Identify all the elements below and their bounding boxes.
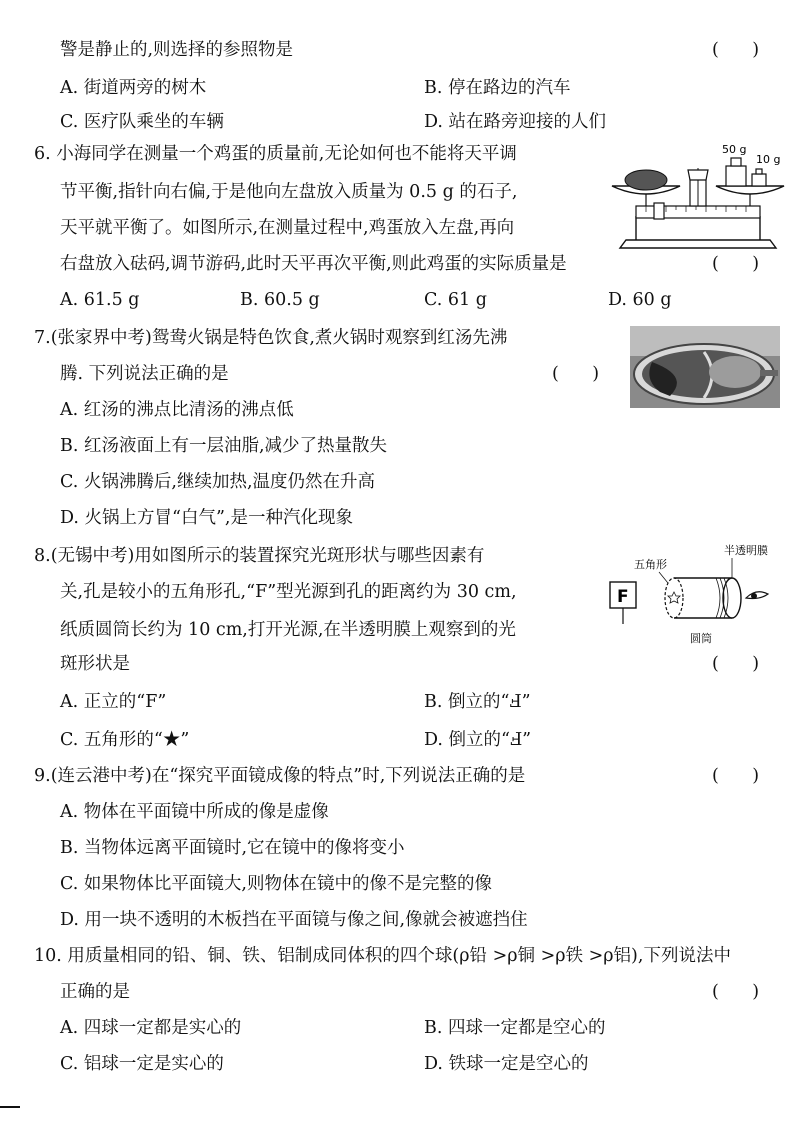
hotpot-photo xyxy=(630,326,780,408)
q6-answer-paren[interactable]: ( ) xyxy=(712,254,760,274)
q10-option-b[interactable]: B. 四球一定都是空心的 xyxy=(424,1018,606,1038)
q8-stem-line3: 纸质圆筒长约为 10 cm,打开光源,在半透明膜上观察到的光 xyxy=(60,620,516,640)
q5-option-c[interactable]: C. 医疗队乘坐的车辆 xyxy=(60,112,224,132)
q7-option-c[interactable]: C. 火锅沸腾后,继续加热,温度仍然在升高 xyxy=(60,472,376,492)
eye-icon xyxy=(746,592,768,599)
q5-stem: 警是静止的,则选择的参照物是 xyxy=(60,40,294,60)
q5-option-b[interactable]: B. 停在路边的汽车 xyxy=(424,78,571,98)
q7-stem-line1: 7.(张家界中考)鸳鸯火锅是特色饮食,煮火锅时观察到红汤先沸 xyxy=(34,328,508,348)
q6-stem-line3: 天平就平衡了。如图所示,在测量过程中,鸡蛋放入左盘,再向 xyxy=(60,218,515,238)
q6-stem-line4: 右盘放入砝码,调节游码,此时天平再次平衡,则此鸡蛋的实际质量是 xyxy=(60,254,567,274)
q8-stem-line2: 关,孔是较小的五角形孔,“F”型光源到孔的距离约为 30 cm, xyxy=(60,582,517,602)
q10-option-a[interactable]: A. 四球一定都是实心的 xyxy=(60,1018,242,1038)
q10-option-c[interactable]: C. 铝球一定是实心的 xyxy=(60,1054,224,1074)
q5-answer-paren[interactable]: ( ) xyxy=(712,40,760,60)
pinhole-apparatus-figure xyxy=(604,542,790,644)
q10-option-d[interactable]: D. 铁球一定是空心的 xyxy=(424,1054,589,1074)
q7-answer-paren[interactable]: ( ) xyxy=(552,364,600,384)
q10-stem-line2: 正确的是 xyxy=(60,982,130,1002)
balance-scale-figure xyxy=(606,136,788,258)
q5-option-a[interactable]: A. 街道两旁的树木 xyxy=(60,78,207,98)
q7-stem-line2: 腾. 下列说法正确的是 xyxy=(60,364,229,384)
q6-option-d[interactable]: D. 60 g xyxy=(608,290,672,310)
weight-10g-label: 10 g xyxy=(756,153,781,166)
q8-option-b[interactable]: B. 倒立的“Ⅎ” xyxy=(424,692,531,712)
f-source-letter: F xyxy=(617,587,629,607)
q8-answer-paren[interactable]: ( ) xyxy=(712,654,760,674)
q6-option-a[interactable]: A. 61.5 g xyxy=(60,290,140,310)
q10-stem-line1: 10. 用质量相同的铅、铜、铁、铝制成同体积的四个球(ρ铅 >ρ铜 >ρ铁 >ρ铝),下列说法中 xyxy=(34,946,731,966)
page-corner-mark xyxy=(0,1106,20,1108)
tube-label: 圆筒 xyxy=(690,632,712,644)
q8-option-a[interactable]: A. 正立的“F” xyxy=(60,692,167,712)
q6-stem-line1: 6. 小海同学在测量一个鸡蛋的质量前,无论如何也不能将天平调 xyxy=(34,144,517,164)
egg-shape xyxy=(625,170,667,190)
q8-stem-line4: 斑形状是 xyxy=(60,654,130,674)
star-hole-label: 五角形 xyxy=(634,558,667,571)
weight-50g-label: 50 g xyxy=(722,143,747,156)
q7-option-b[interactable]: B. 红汤液面上有一层油脂,减少了热量散失 xyxy=(60,436,388,456)
q9-option-b[interactable]: B. 当物体远离平面镜时,它在镜中的像将变小 xyxy=(60,838,405,858)
membrane-label: 半透明膜 xyxy=(724,544,768,557)
q7-option-a[interactable]: A. 红汤的沸点比清汤的沸点低 xyxy=(60,400,294,420)
q8-option-c[interactable]: C. 五角形的“★” xyxy=(60,730,190,750)
q8-stem-line1: 8.(无锡中考)用如图所示的装置探究光斑形状与哪些因素有 xyxy=(34,546,485,566)
q6-option-c[interactable]: C. 61 g xyxy=(424,290,487,310)
q7-option-d[interactable]: D. 火锅上方冒“白气”,是一种汽化现象 xyxy=(60,508,353,528)
q6-option-b[interactable]: B. 60.5 g xyxy=(240,290,320,310)
q9-option-c[interactable]: C. 如果物体比平面镜大,则物体在镜中的像不是完整的像 xyxy=(60,874,492,894)
q10-answer-paren[interactable]: ( ) xyxy=(712,982,760,1002)
q9-option-a[interactable]: A. 物体在平面镜中所成的像是虚像 xyxy=(60,802,329,822)
q5-option-d[interactable]: D. 站在路旁迎接的人们 xyxy=(424,112,607,132)
q9-stem: 9.(连云港中考)在“探究平面镜成像的特点”时,下列说法正确的是 xyxy=(34,766,526,786)
q9-option-d[interactable]: D. 用一块不透明的木板挡在平面镜与像之间,像就会被遮挡住 xyxy=(60,910,528,930)
q6-stem-line2: 节平衡,指针向右偏,于是他向左盘放入质量为 0.5 g 的石子, xyxy=(60,182,518,202)
q9-answer-paren[interactable]: ( ) xyxy=(712,766,760,786)
q8-option-d[interactable]: D. 倒立的“Ⅎ” xyxy=(424,730,532,750)
